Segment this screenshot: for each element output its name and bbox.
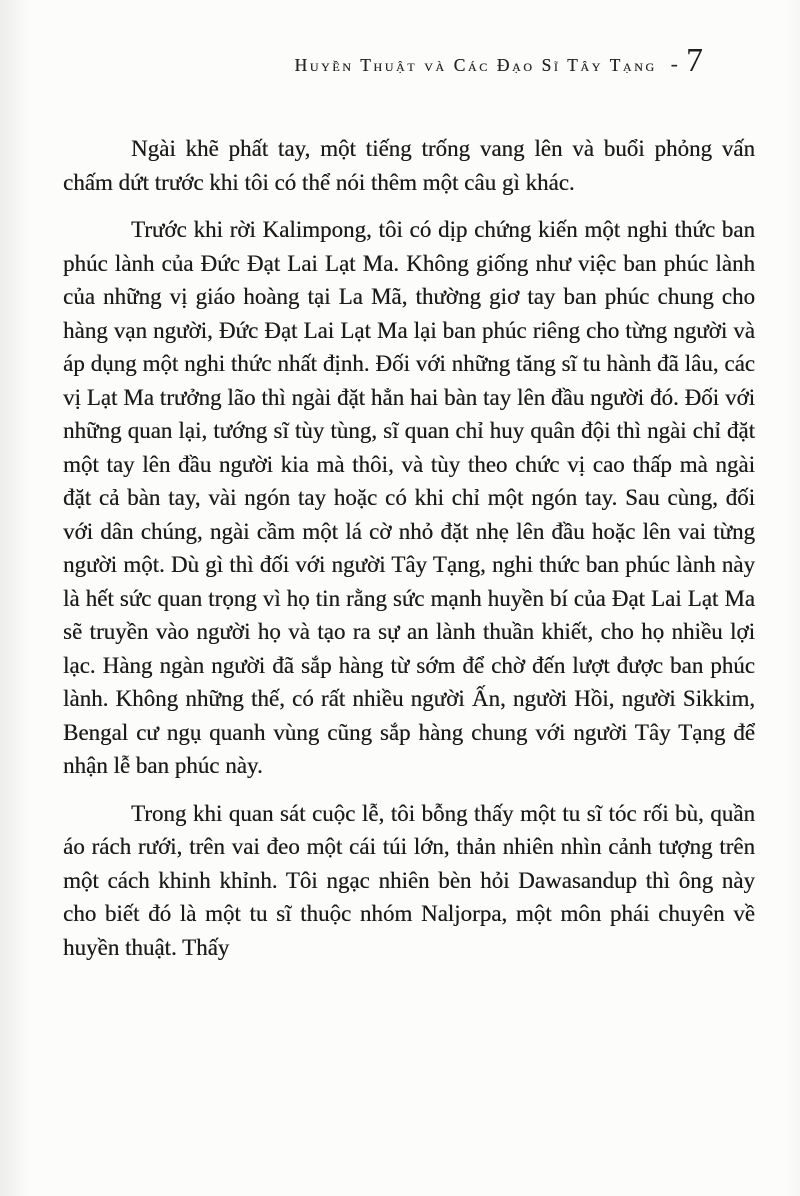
paragraph-3: Trong khi quan sát cuộc lễ, tôi bỗng thấy một tu sĩ tóc rối bù, quần áo rách rưới, trên vai đeo một cái túi lớn, thản nhiên nhìn cảnh tượng trên một cách khinh khỉnh. Tôi ngạc nhiên bèn hỏi Dawasandup thì ông này cho biết đó là một tu sĩ thuộc nhóm Naljorpa, một môn phái chuyên về huyền thuật. Thấy bbox=[63, 800, 755, 960]
page-number: 7 bbox=[686, 42, 703, 79]
paragraph-1: Ngài khẽ phất tay, một tiếng trống vang lên và buổi phỏng vấn chấm dứt trước khi tôi có thể nói thêm một câu gì khác. bbox=[63, 136, 755, 195]
header-separator: - bbox=[670, 51, 678, 76]
running-title: Huyền Thuật và Các Đạo Sĩ Tây Tạng bbox=[294, 55, 657, 75]
running-header bbox=[0, 44, 703, 78]
body-text bbox=[63, 132, 755, 964]
paragraph-2: Trước khi rời Kalimpong, tôi có dịp chứng kiến một nghi thức ban phúc lành của Đức Đạt Lai Lạt Ma. Không giống như việc ban phúc lành của những vị giáo hoàng tại La Mã, thường giơ tay ban phúc chung cho hàng vạn người, Đức Đạt Lai Lạt Ma lại ban phúc riêng cho từng người và áp dụng một nghi thức nhất định. Đối với những tăng sĩ tu hành đã lâu, các vị Lạt Ma trưởng lão thì ngài đặt hẳn hai bàn tay lên đầu người đó. Đối với những quan lại, tướng sĩ tùy tùng, sĩ quan chỉ huy quân đội thì ngài chỉ đặt một tay lên đầu người kia mà thôi, và tùy theo chức vị cao thấp mà ngài đặt cả bàn tay, vài ngón tay hoặc có khi chỉ một ngón tay. Sau cùng, đối với dân chúng, ngài cầm một lá cờ nhỏ đặt nhẹ lên đầu hoặc lên vai từng người một. Dù gì thì đối với người Tây Tạng, nghi thức ban phúc lành này là hết sức quan trọng vì họ tin rằng sức mạnh huyền bí của Đạt Lai Lạt Ma sẽ truyền vào người họ và tạo ra sự an lành thuần khiết, cho họ nhiều lợi lạc. Hàng ngàn người đã sắp hàng từ sớm để chờ đến lượt được ban phúc lành. Không những thế, có rất nhiều người Ấn, người Hồi, người Sikkim, Bengal cư ngụ quanh vùng cũng sắp hàng chung với người Tây Tạng để nhận lễ ban phúc này. bbox=[63, 217, 755, 778]
